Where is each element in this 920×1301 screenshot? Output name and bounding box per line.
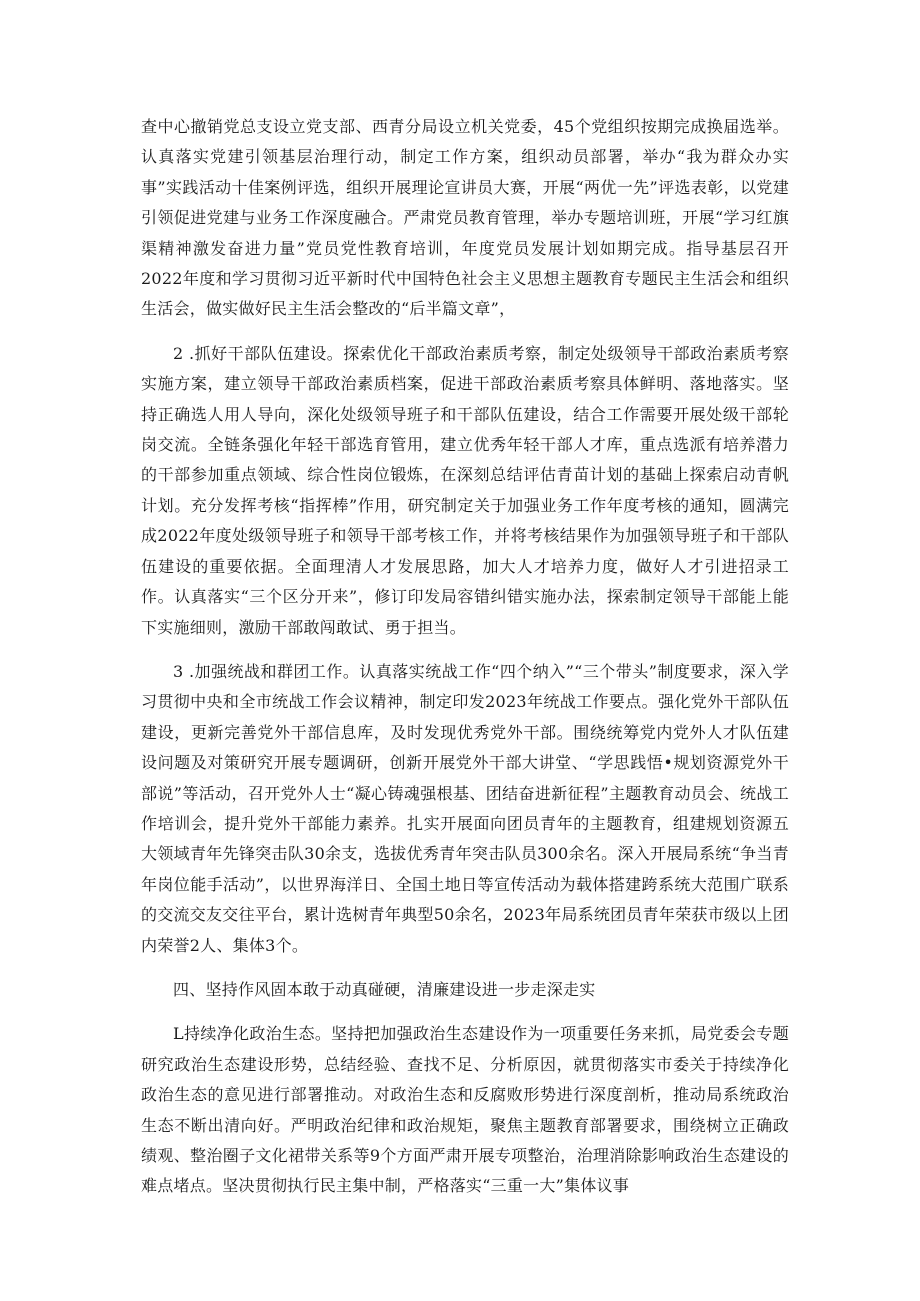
paragraph-cadre-team: 2 .抓好干部队伍建设。探索优化干部政治素质考察，制定处级领导干部政治素质考察实施方案，建立领导干部政治素质档案，促进干部政治素质考察具体鲜明、落地落实。坚持正确选人用人导向，深化处级领导班子和干部队伍建设，结合工作需要开展处级干部轮岗交流。全链条强化年轻干部选育管用，建立优秀年轻干部人才库，重点选派有培养潜力的干部参加重点领域、综合性岗位锻炼，在深刻总结评估青苗计划的基础上探索启动青帆计划。充分发挥考核“指挥棒”作用，研究制定关于加强业务工作年度考核的通知，圆满完成2022年度处级领导班子和领导干部考核工作，并将考核结果作为加强领导班子和干部队伍建设的重要依据。全面理清人才发展思路，加大人才培养力度，做好人才引进招录工作。认真落实“三个区分开来”，修订印发局容错纠错实施办法，探索制定领导干部能上能下实施细则，激励干部敢闯敢试、勇于担当。 [141,343,789,637]
section-heading-four: 四、坚持作风固本敢于动真碰硬，清廉建设进一步走深走实 [173,979,596,999]
paragraph-political-ecology: L持续净化政治生态。坚持把加强政治生态建设作为一项重要任务来抓，局党委会专题研究政治生态建设形势，总结经验、查找不足、分析原因，就贯彻落实市委关于持续净化政治生态的意见进行部署推动。对政治生态和反腐败形势进行深度剖析，推动局系统政治生态不断出清向好。严明政治纪律和政治规矩，聚焦主题教育部署要求，围绕树立正确政绩观、整治圈子文化裙带关系等9个方面严肃开展专项整治，治理消除影响政治生态建设的难点堵点。坚决贯彻执行民主集中制，严格落实“三重一大”集体议事 [141,1024,789,1196]
document-body [141,112,789,1216]
paragraph-united-front: 3 .加强统战和群团工作。认真落实统战工作“四个纳入”“三个带头”制度要求，深入学习贯彻中央和全市统战工作会议精神，制定印发2023年统战工作要点。强化党外干部队伍建设，更新完善党外干部信息库，及时发现优秀党外干部。围绕统筹党内党外人才队伍建设问题及对策研究开展专题调研，创新开展党外干部大讲堂、“学思践悟•规划资源党外干部说”等活动，召开党外人士“凝心铸魂强根基、团结奋进新征程”主题教育动员会、统战工作培训会，提升党外干部能力素养。扎实开展面向团员青年的主题教育，组建规划资源五大领域青年先锋突击队30余支，选拔优秀青年突击队员300余名。深入开展局系统“争当青年岗位能手活动”，以世界海洋日、全国土地日等宣传活动为载体搭建跨系统大范围广联系的交流交友交往平台，累计选树青年典型50余名，2023年局系统团员青年荣获市级以上团内荣誉2人、集体3个。 [141,661,789,955]
paragraph-party-organization: 查中心撤销党总支设立党支部、西青分局设立机关党委，45个党组织按期完成换届选举。认真落实党建引领基层治理行动，制定工作方案，组织动员部署，举办“我为群众办实事”实践活动十佳案例评选，组织开展理论宣讲员大赛，开展“两优一先”评选表彰，以党建引领促进党建与业务工作深度融合。严肃党员教育管理，举办专题培训班，开展“学习红旗渠精神激发奋进力量”党员党性教育培训，年度党员发展计划如期完成。指导基层召开2022年度和学习贯彻习近平新时代中国特色社会主义思想主题教育专题民主生活会和组织生活会，做实做好民主生活会整改的“后半篇文章”， [141,117,789,319]
